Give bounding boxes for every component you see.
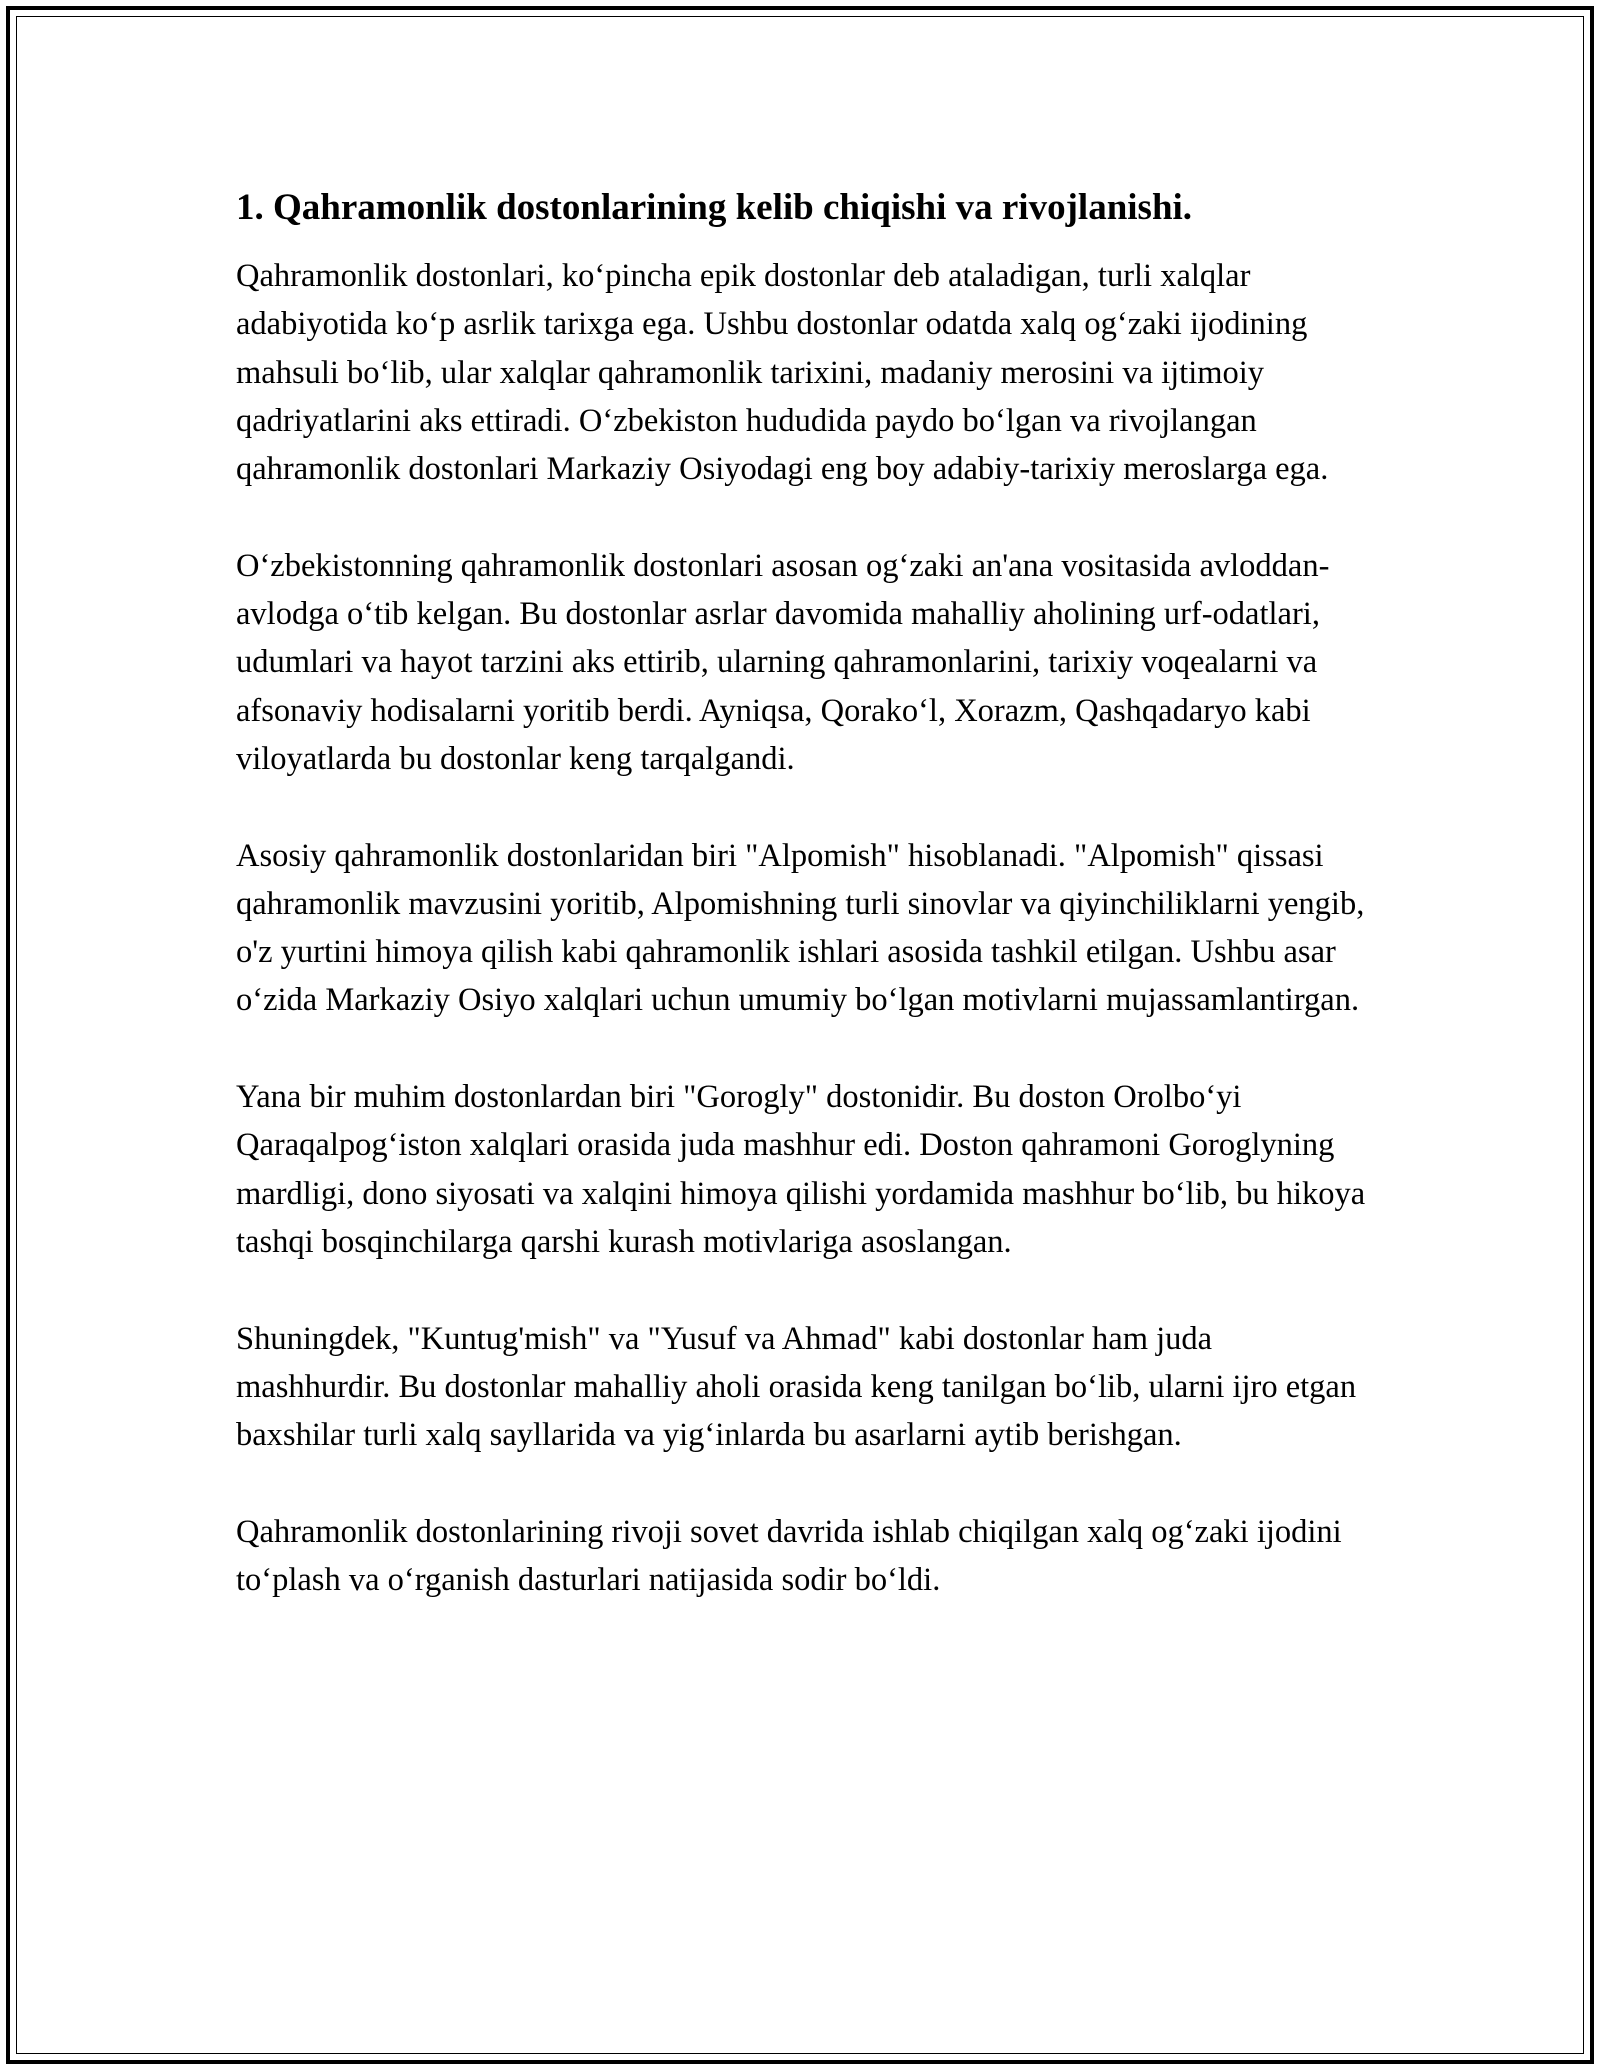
paragraph-alpomish: Asosiy qahramonlik dostonlaridan biri "Alpomish" hisoblanadi. "Alpomish" qissasi qahramonlik mavzusini yoritib, Alpomishning turli sinovlar va qiyinchiliklarni yengib, o'z yurtini himoya qilish kabi qahramonlik ishlari asosida tashkil etilgan. Ushbu asar o‘zida Markaziy Osiyo xalqlari uchun umumiy bo‘lgan motivlarni mujassamlantirgan. — [236, 837, 1365, 1019]
section-heading: 1. Qahramonlik dostonlarining kelib chiqishi va rivojlanishi. — [236, 187, 1193, 228]
document-body — [236, 184, 1366, 1604]
paragraph-soviet-era: Qahramonlik dostonlarining rivoji sovet davrida ishlab chiqilgan xalq og‘zaki ijodini to‘plash va o‘rganish dasturlari natijasida sodir bo‘ldi. — [236, 1513, 1342, 1599]
paragraph-kuntugmish: Shuningdek, "Kuntug'mish" va "Yusuf va Ahmad" kabi dostonlar ham juda mashhurdir. Bu dostonlar mahalliy aholi orasida keng tanilgan bo‘lib, ularni ijro etgan baxshilar turli xalq sayllarida va yig‘inlarda bu asarlarni aytib berishgan. — [236, 1320, 1357, 1454]
paragraph-oral-tradition: O‘zbekistonning qahramonlik dostonlari asosan og‘zaki an'ana vositasida avloddan-avlodga o‘tib kelgan. Bu dostonlar asrlar davomida mahalliy aholining urf-odatlari, udumlari va hayot tarzini aks ettirib, ularning qahramonlarini, tarixiy voqealarni va afsonaviy hodisalarni yoritib berdi. Ayniqsa, Qorako‘l, Xorazm, Qashqadaryo kabi viloyatlarda bu dostonlar keng tarqalgandi. — [236, 547, 1330, 777]
paragraph-intro: Qahramonlik dostonlari, ko‘pincha epik dostonlar deb ataladigan, turli xalqlar adabiyotida ko‘p asrlik tarixga ega. Ushbu dostonlar odatda xalq og‘zaki ijodining mahsuli bo‘lib, ular xalqlar qahramonlik tarixini, madaniy merosini va ijtimoiy qadriyatlarini aks ettiradi. O‘zbekiston hududida paydo bo‘lgan va rivojlangan qahramonlik dostonlari Markaziy Osiyodagi eng boy adabiy-tarixiy meroslarga ega. — [236, 258, 1329, 488]
paragraph-gorogly: Yana bir muhim dostonlardan biri "Gorogly" dostonidir. Bu doston Orolbo‘yi Qaraqalpog‘iston xalqlari orasida juda mashhur edi. Doston qahramoni Goroglyning mardligi, dono siyosati va xalqini himoya qilishi yordamida mashhur bo‘lib, bu hikoya tashqi bosqinchilarga qarshi kurash motivlariga asoslangan. — [236, 1079, 1366, 1260]
